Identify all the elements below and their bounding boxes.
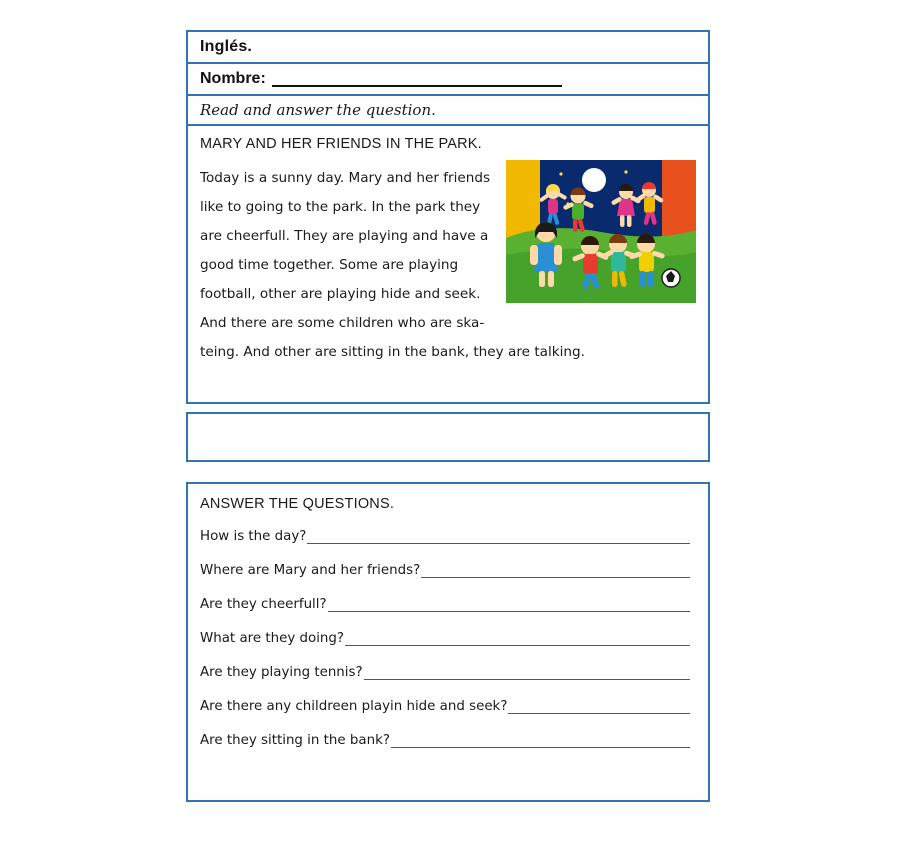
question-text: Are they playing tennis? <box>200 665 363 680</box>
name-field-box <box>186 62 710 96</box>
question-text: How is the day? <box>200 529 307 544</box>
answer-line[interactable] <box>508 701 690 714</box>
answer-line[interactable] <box>421 565 690 578</box>
answer-line[interactable] <box>364 667 690 680</box>
question-row <box>200 694 696 714</box>
question-row <box>200 592 696 612</box>
question-row <box>200 524 696 544</box>
question-text: Are there any childreen playin hide and seek? <box>200 699 508 714</box>
answer-line[interactable] <box>391 735 690 748</box>
question-text: Are they sitting in the bank? <box>200 733 390 748</box>
reading-body <box>200 164 585 367</box>
reading-line: Today is a sunny day. Mary and her friends <box>200 170 491 186</box>
worksheet-sheet <box>186 30 710 802</box>
reading-line: teing. And other are sitting in the bank, they are talking. <box>200 344 585 360</box>
reading-line: good time together. Some are playing <box>200 257 459 273</box>
answer-line[interactable] <box>345 633 690 646</box>
question-row <box>200 626 696 646</box>
reading-passage-box <box>186 124 710 404</box>
questions-title: ANSWER THE QUESTIONS. <box>200 496 395 512</box>
blank-answer-box[interactable] <box>186 412 710 462</box>
page-title: Inglés. <box>200 38 253 55</box>
questions-box <box>186 482 710 802</box>
name-input-line[interactable] <box>272 72 562 87</box>
instruction-text: Read and answer the question. <box>200 101 436 119</box>
answer-line[interactable] <box>307 531 690 544</box>
answer-line[interactable] <box>328 599 690 612</box>
name-label: Nombre: <box>200 70 266 87</box>
question-text: Are they cheerfull? <box>200 597 327 612</box>
question-row <box>200 558 696 578</box>
question-text: Where are Mary and her friends? <box>200 563 421 578</box>
reading-title: MARY AND HER FRIENDS IN THE PARK. <box>200 136 482 152</box>
reading-line: like to going to the park. In the park they <box>200 199 481 215</box>
reading-line: football, other are playing hide and seek. <box>200 286 481 302</box>
question-row <box>200 728 696 748</box>
subject-title-box <box>186 30 710 64</box>
reading-line: are cheerfull. They are playing and have a <box>200 228 489 244</box>
question-text: What are they doing? <box>200 631 345 646</box>
question-row <box>200 660 696 680</box>
instruction-box <box>186 94 710 126</box>
children-playing-in-park-icon <box>506 160 696 303</box>
reading-line: And there are some children who are ska- <box>200 315 485 331</box>
